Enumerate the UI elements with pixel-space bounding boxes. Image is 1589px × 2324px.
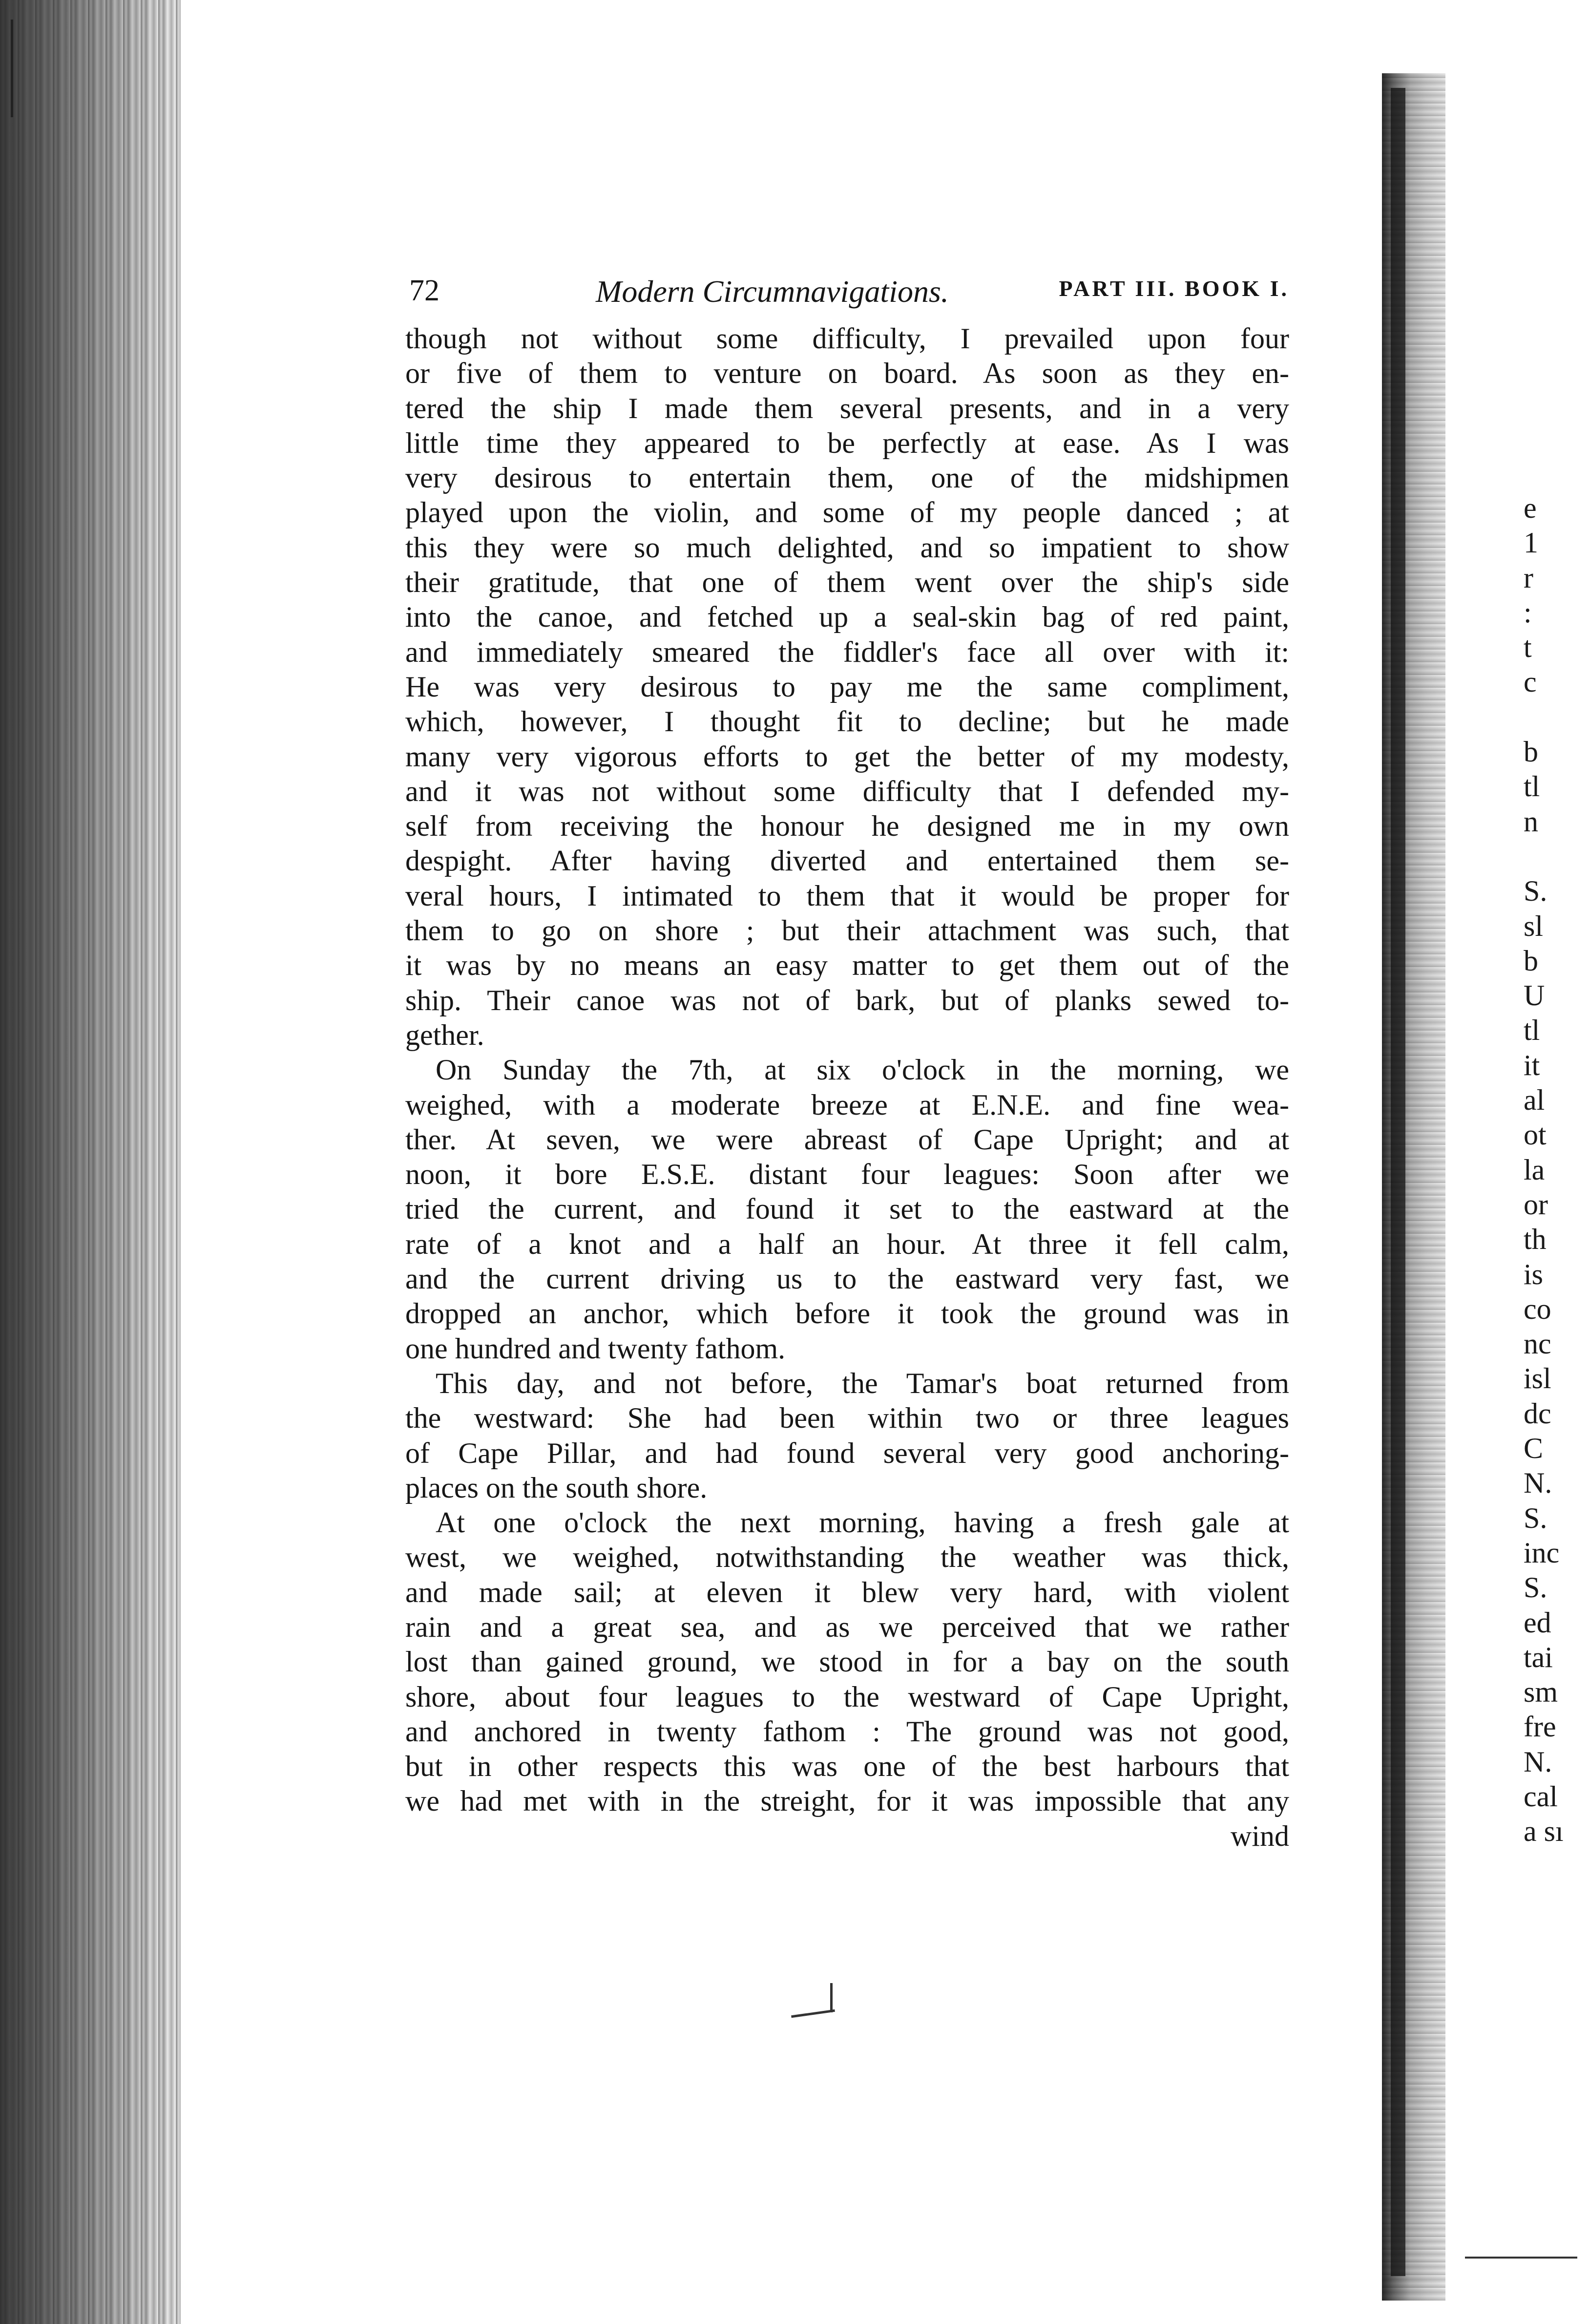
facing-fragment: or (1524, 1188, 1548, 1221)
text-line: and immediately smeared the fiddler's face all over with it: (405, 635, 1289, 668)
text-line: and anchored in twenty fathom : The ground was not good, (405, 1715, 1289, 1748)
text-line: weighed, with a moderate breeze at E.N.E. and fine wea- (405, 1088, 1289, 1121)
text-line: it was by no means an easy matter to get them out of the (405, 949, 1289, 982)
text-line: or five of them to venture on board. As soon as they en- (405, 357, 1289, 390)
facing-fragment: r (1524, 561, 1533, 594)
ink-smudge (830, 1983, 833, 2012)
facing-fragment: dc (1524, 1397, 1551, 1430)
facing-fragment: nc (1524, 1328, 1551, 1360)
text-line: very desirous to entertain them, one of the midshipmen (405, 462, 1289, 494)
text-line: lost than gained ground, we stood in for a bay on the south (405, 1646, 1289, 1678)
text-line: shore, about four leagues to the westward of Cape Upright, (405, 1680, 1289, 1713)
text-line: their gratitude, that one of them went over the ship's side (405, 566, 1289, 599)
text-line: them to go on shore ; but their attachment was such, that (405, 914, 1289, 947)
text-line: dropped an anchor, which before it took the ground was in (405, 1297, 1289, 1330)
facing-fragment: b (1524, 944, 1538, 977)
facing-fragment: al (1524, 1084, 1545, 1117)
facing-fragment: co (1524, 1292, 1551, 1325)
text-line: but in other respects this was one of the best harbours that (405, 1750, 1289, 1783)
text-line: rain and a great sea, and as we perceived that we rather (405, 1610, 1289, 1643)
facing-page-bottom-rule (1465, 2257, 1577, 2259)
part-book-label: PART III. BOOK I. (1059, 276, 1289, 301)
gutter-rule (11, 20, 13, 117)
facing-fragment: it (1524, 1049, 1540, 1081)
facing-fragment: N. (1524, 1745, 1552, 1778)
text-line: one hundred and twenty fathom. (405, 1332, 786, 1365)
facing-fragment: sl (1524, 909, 1544, 942)
text-line: and it was not without some difficulty that I defended my- (405, 775, 1289, 807)
ink-smudge (791, 2009, 835, 2018)
facing-fragment (1524, 839, 1589, 874)
text-line: places on the south shore. (405, 1471, 708, 1504)
facing-page-binding-bar (1391, 88, 1405, 2276)
facing-fragment: ed (1524, 1606, 1551, 1639)
running-title: Modern Circumnavigations. (596, 274, 949, 309)
text-line: this they were so much delighted, and so impatient to show (405, 531, 1289, 564)
text-line: veral hours, I intimated to them that it would be proper for (405, 879, 1289, 912)
book-page (405, 274, 1289, 1854)
text-line: tried the current, and found it set to the eastward at the (405, 1193, 1289, 1225)
text-line: noon, it bore E.S.E. distant four leagues: Soon after we (405, 1158, 1289, 1191)
facing-fragment: c (1524, 666, 1537, 698)
facing-fragment: cal (1524, 1780, 1558, 1813)
facing-fragment: a sı (1524, 1815, 1564, 1848)
text-line: ther. At seven, we were abreast of Cape Upright; and at (405, 1123, 1289, 1156)
facing-fragment: e (1524, 492, 1537, 524)
facing-fragment: fre (1524, 1711, 1556, 1743)
text-line: On Sunday the 7th, at six o'clock in the morning, we (436, 1054, 1289, 1086)
facing-fragment: U (1524, 979, 1545, 1012)
facing-fragment: sm (1524, 1676, 1558, 1709)
facing-fragment (1524, 700, 1589, 735)
facing-fragment: inc (1524, 1536, 1560, 1569)
text-line: and made sail; at eleven it blew very hard, with violent (405, 1576, 1289, 1608)
facing-fragment: la (1524, 1153, 1545, 1186)
text-line: gether. (405, 1018, 484, 1051)
facing-fragment: t (1524, 631, 1532, 664)
page-body-text (405, 321, 1289, 1854)
facing-fragment: tl (1524, 1014, 1540, 1047)
binding-gutter-shadow (0, 0, 181, 2324)
text-line: At one o'clock the next morning, having a fresh gale at (436, 1506, 1289, 1539)
text-line: of Cape Pillar, and had found several very good anchoring- (405, 1437, 1289, 1469)
text-line: we had met with in the streight, for it was impossible that any (405, 1785, 1289, 1817)
text-line: which, however, I thought fit to decline; but he made (405, 705, 1289, 738)
facing-fragment: N. (1524, 1467, 1552, 1500)
running-head (405, 274, 1289, 317)
facing-fragment: tl (1524, 770, 1540, 803)
facing-fragment: is (1524, 1258, 1544, 1290)
facing-fragment: b (1524, 736, 1538, 768)
text-line: ship. Their canoe was not of bark, but of planks sewed to- (405, 984, 1289, 1016)
text-line: many very vigorous efforts to get the better of my modesty, (405, 740, 1289, 773)
facing-fragment: isl (1524, 1362, 1551, 1395)
text-line: despight. After having diverted and entertained them se- (405, 845, 1289, 877)
catchword: wind (1231, 1819, 1289, 1852)
text-line: though not without some difficulty, I prevailed upon four (405, 322, 1289, 355)
text-line: west, we weighed, notwithstanding the weather was thick, (405, 1541, 1289, 1574)
text-line: He was very desirous to pay me the same compliment, (405, 670, 1289, 703)
text-line: tered the ship I made them several presents, and in a very (405, 392, 1289, 424)
text-line: the westward: She had been within two or three leagues (405, 1402, 1289, 1435)
facing-fragment: S. (1524, 1501, 1547, 1534)
text-line: into the canoe, and fetched up a seal-skin bag of red paint, (405, 601, 1289, 634)
facing-fragment: : (1524, 596, 1532, 629)
facing-fragment: S. (1524, 875, 1547, 908)
facing-fragment: tai (1524, 1641, 1553, 1673)
facing-page-text-fragments (1524, 491, 1589, 1849)
facing-fragment: ot (1524, 1119, 1547, 1151)
facing-fragment: C (1524, 1432, 1544, 1465)
facing-fragment: 1 (1524, 527, 1538, 559)
facing-fragment: S. (1524, 1571, 1547, 1604)
text-line: self from receiving the honour he designed me in my own (405, 810, 1289, 843)
text-line: and the current driving us to the eastward very fast, we (405, 1263, 1289, 1295)
facing-fragment: th (1524, 1223, 1547, 1256)
text-line: played upon the violin, and some of my people danced ; at (405, 496, 1289, 529)
text-line: rate of a knot and a half an hour. At three it fell calm, (405, 1227, 1289, 1260)
facing-fragment: n (1524, 805, 1538, 838)
text-line: This day, and not before, the Tamar's boat returned from (436, 1367, 1289, 1399)
page-number: 72 (409, 274, 439, 307)
text-line: little time they appeared to be perfectly at ease. As I was (405, 426, 1289, 459)
